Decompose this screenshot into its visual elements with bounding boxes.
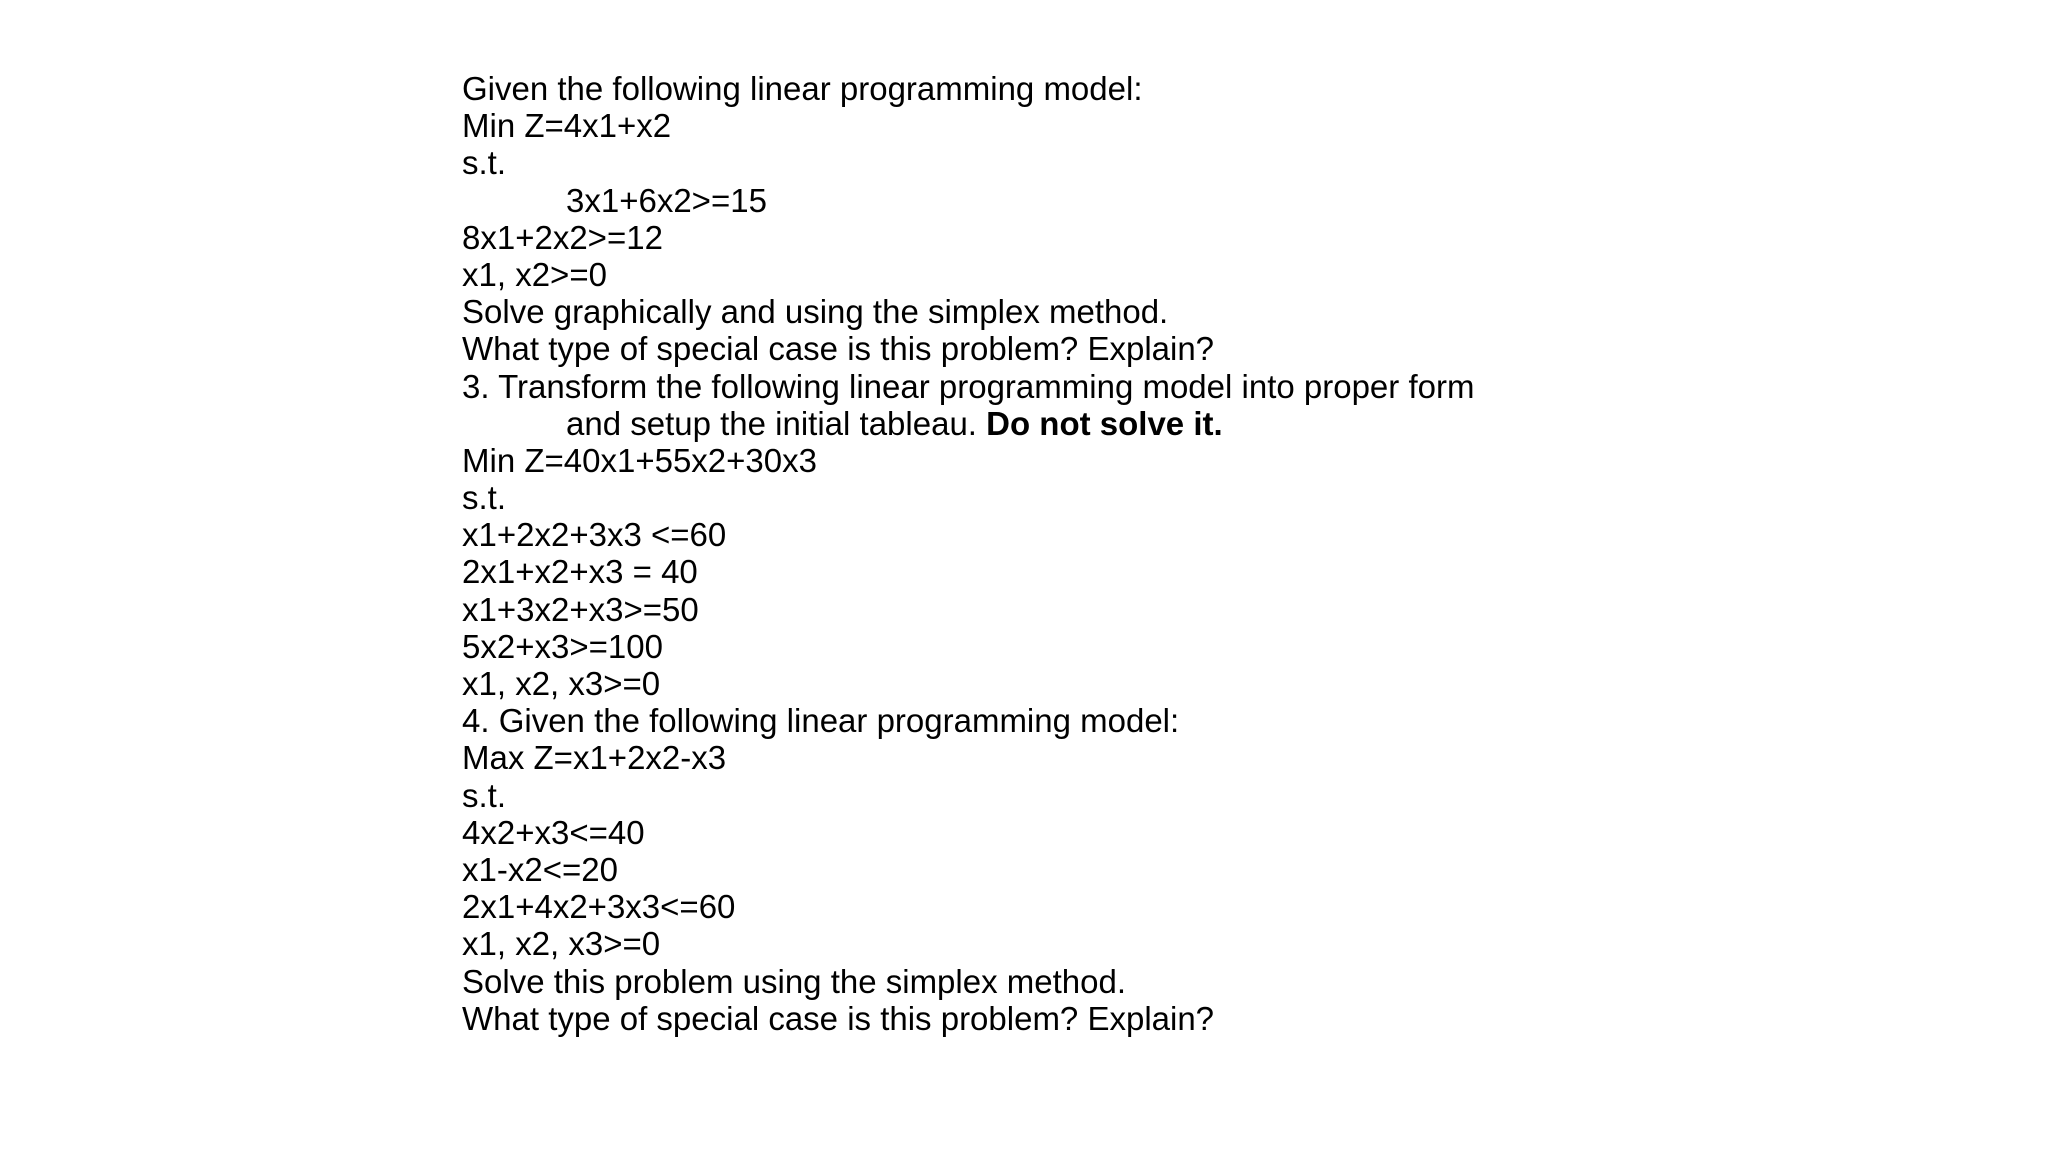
text-line: x1, x2>=0 — [462, 255, 607, 293]
text-line-with-bold — [462, 405, 2022, 442]
text-line: Given the following linear programming model: — [462, 70, 1143, 107]
text-line: s.t. — [462, 776, 507, 814]
text-line: What type of special case is this problem? Explain? — [462, 999, 1215, 1037]
text-line: 2x1+x2+x3 = 40 — [462, 553, 698, 591]
bold-instruction: Do not solve it. — [986, 404, 1223, 442]
text-line: Solve this problem using the simplex method. — [462, 962, 1126, 1000]
text-line: Max Z=x1+2x2-x3 — [462, 739, 727, 777]
text-line: 8x1+2x2>=12 — [462, 218, 663, 256]
text-line: 3x1+6x2>=15 — [566, 181, 767, 219]
text-line: Solve graphically and using the simplex method. — [462, 293, 1169, 331]
text-line: 4. Given the following linear programming model: — [462, 702, 1180, 740]
text-line: s.t. — [462, 479, 507, 517]
text-line: 5x2+x3>=100 — [462, 627, 663, 665]
problem-text-block — [462, 70, 2022, 1037]
text-line: 2x1+4x2+3x3<=60 — [462, 888, 736, 926]
text-line: x1, x2, x3>=0 — [462, 925, 661, 963]
text-line: 4x2+x3<=40 — [462, 813, 645, 851]
text-line: 3. Transform the following linear programming model into proper form — [462, 367, 1475, 405]
text-line: x1-x2<=20 — [462, 850, 618, 888]
text-line: What type of special case is this problem? Explain? — [462, 330, 1215, 368]
text-line: s.t. — [462, 144, 507, 182]
text-line: x1, x2, x3>=0 — [462, 665, 661, 702]
text-line: Min Z=4x1+x2 — [462, 107, 672, 145]
text-line: x1+2x2+3x3 <=60 — [462, 516, 727, 554]
text-line: x1+3x2+x3>=50 — [462, 590, 699, 628]
text-line: Min Z=40x1+55x2+30x3 — [462, 441, 817, 479]
text-line: and setup the initial tableau. — [566, 404, 987, 442]
